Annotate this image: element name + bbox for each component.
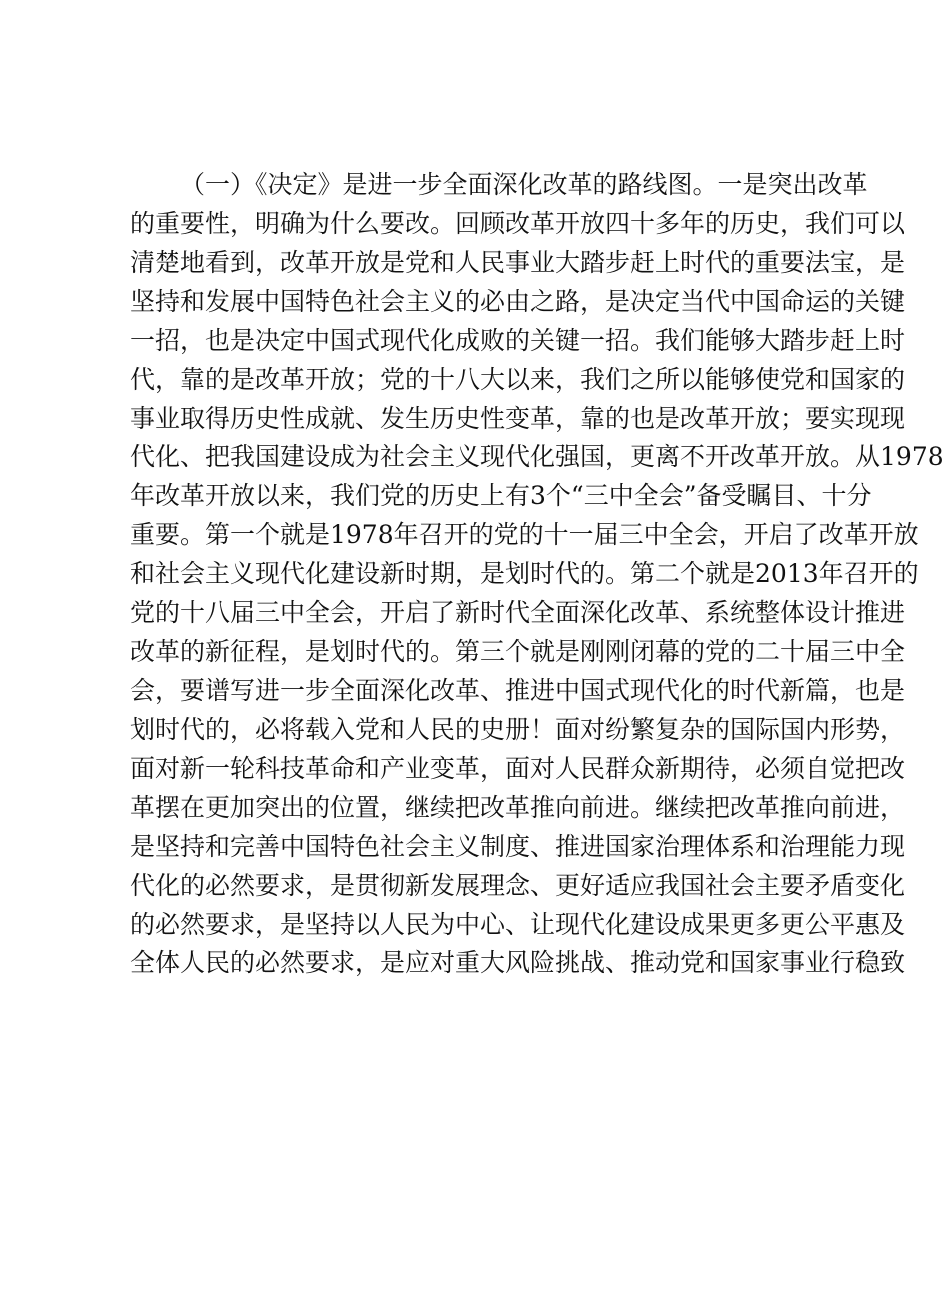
document-body	[130, 166, 944, 983]
text-line: 事业取得历史性成就、发生历史性变革，靠的也是改革开放；要实现现	[130, 403, 906, 433]
text-line: 和社会主义现代化建设新时期，是划时代的。第二个就是2013年召开的	[130, 559, 919, 589]
text-line: 是坚持和完善中国特色社会主义制度、推进国家治理体系和治理能力现	[130, 831, 906, 861]
text-line: 面对新一轮科技革命和产业变革，面对人民群众新期待，必须自觉把改	[130, 753, 906, 783]
text-line: 划时代的，必将载入党和人民的史册！面对纷繁复杂的国际国内形势，	[130, 714, 906, 744]
text-line: 全体人民的必然要求，是应对重大风险挑战、推动党和国家事业行稳致	[130, 948, 906, 978]
text-line: 代化、把我国建设成为社会主义现代化强国，更离不开改革开放。从1978	[130, 442, 944, 472]
text-line: 一招，也是决定中国式现代化成败的关键一招。我们能够大踏步赶上时	[130, 325, 906, 355]
text-line: 代，靠的是改革开放；党的十八大以来，我们之所以能够使党和国家的	[130, 364, 906, 394]
text-line: 改革的新征程，是划时代的。第三个就是刚刚闭幕的党的二十届三中全	[130, 637, 906, 667]
text-line: 坚持和发展中国特色社会主义的必由之路，是决定当代中国命运的关键	[130, 286, 906, 316]
text-line: 清楚地看到，改革开放是党和人民事业大踏步赶上时代的重要法宝，是	[130, 247, 906, 277]
text-line: 代化的必然要求，是贯彻新发展理念、更好适应我国社会主要矛盾变化	[130, 870, 906, 900]
text-line: 年改革开放以来，我们党的历史上有3个“三中全会”备受瞩目、十分	[130, 481, 872, 511]
text-line: 重要。第一个就是1978年召开的党的十一届三中全会，开启了改革开放	[130, 520, 919, 550]
text-line: 党的十八届三中全会，开启了新时代全面深化改革、系统整体设计推进	[130, 598, 906, 628]
text-line: 会，要谱写进一步全面深化改革、推进中国式现代化的时代新篇，也是	[130, 675, 906, 705]
text-line: （一）《决定》是进一步全面深化改革的路线图。一是突出改革	[180, 170, 868, 199]
text-line: 的重要性，明确为什么要改。回顾改革开放四十多年的历史，我们可以	[130, 208, 906, 238]
text-line: 的必然要求，是坚持以人民为中心、让现代化建设成果更多更公平惠及	[130, 909, 906, 939]
text-line: 革摆在更加突出的位置，继续把改革推向前进。继续把改革推向前进，	[130, 792, 906, 822]
